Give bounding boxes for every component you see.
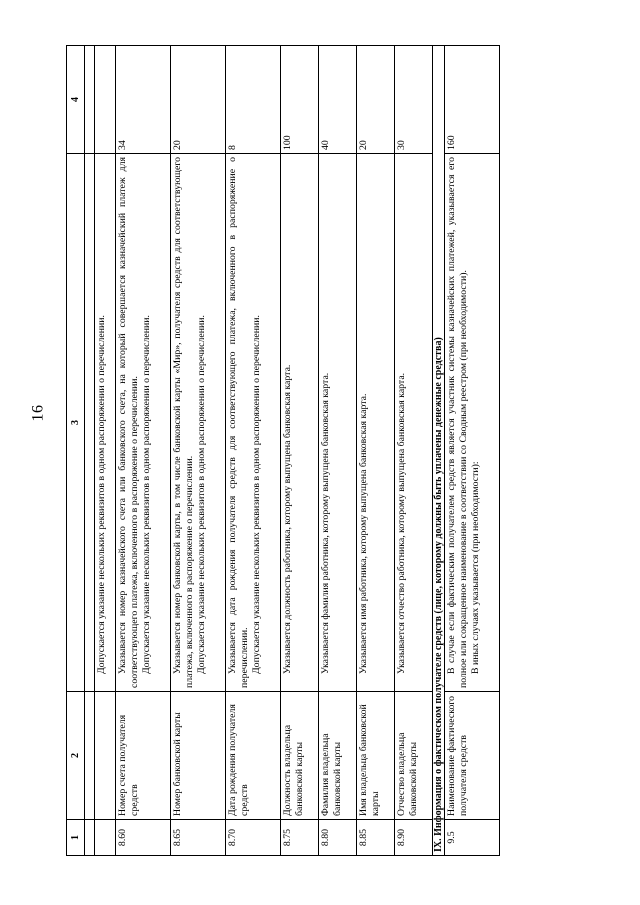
requisite-number bbox=[95, 820, 116, 856]
section-heading-row bbox=[433, 46, 445, 856]
requisite-name bbox=[95, 692, 116, 820]
requisite-length: 20 bbox=[171, 46, 226, 154]
requisites-table bbox=[66, 45, 500, 856]
table-row bbox=[357, 46, 395, 856]
requisite-description bbox=[116, 154, 171, 692]
requisite-name: Наименование фактического получателя средств bbox=[445, 692, 500, 820]
requisite-length: 40 bbox=[319, 46, 357, 154]
requisite-length: 34 bbox=[116, 46, 171, 154]
requisite-number: 8.80 bbox=[319, 820, 357, 856]
column-header-1: 1 bbox=[67, 820, 85, 856]
description-paragraph: Указывается имя работника, которому выпущена банковская карта. bbox=[358, 393, 369, 674]
document-page bbox=[66, 46, 500, 856]
requisite-description bbox=[357, 154, 395, 692]
description-paragraph: Допускается указание нескольких реквизитов в одном распоряжении о перечислении. bbox=[141, 315, 153, 674]
description-paragraph: Допускается указание нескольких реквизитов в одном распоряжении о перечислении. bbox=[250, 315, 262, 674]
description-paragraph: В иных случаях указывается (при необходимости): bbox=[469, 461, 481, 674]
requisite-number: 8.75 bbox=[281, 820, 319, 856]
table-spacer-row bbox=[85, 46, 95, 856]
requisite-description bbox=[445, 154, 500, 692]
table-header-row bbox=[67, 46, 85, 856]
requisite-name: Дата рождения получателя средств bbox=[226, 692, 281, 820]
requisite-length bbox=[95, 46, 116, 154]
description-paragraph: Допускается указание нескольких реквизитов в одном распоряжении о перечислении. bbox=[196, 315, 208, 674]
description-paragraph: В случае если фактическим получателем средств является участник системы казначейских платежей, указывается его полное или сокращенное наименование в соответствии со Сводным реестром (при необходимости). bbox=[446, 157, 469, 688]
requisite-number: 9.5 bbox=[445, 820, 500, 856]
requisite-length: 30 bbox=[395, 46, 433, 154]
description-paragraph: Указывается номер казначейского счета или банковского счета, на который совершается казначейский платеж для соответствующего платежа, включенного в распоряжение о перечислении. bbox=[117, 157, 141, 688]
table-row bbox=[319, 46, 357, 856]
table-row bbox=[281, 46, 319, 856]
requisite-length: 100 bbox=[281, 46, 319, 154]
requisite-length: 160 bbox=[445, 46, 500, 154]
requisite-name: Должность владельца банковской карты bbox=[281, 692, 319, 820]
column-header-4: 4 bbox=[67, 46, 85, 154]
requisite-number: 8.65 bbox=[171, 820, 226, 856]
requisite-number: 8.60 bbox=[116, 820, 171, 856]
requisite-number: 8.70 bbox=[226, 820, 281, 856]
column-header-3: 3 bbox=[67, 154, 85, 692]
requisite-description bbox=[319, 154, 357, 692]
requisite-length: 20 bbox=[357, 46, 395, 154]
table-row bbox=[395, 46, 433, 856]
requisite-name: Отчество владельца банковской карты bbox=[395, 692, 433, 820]
description-paragraph: Указывается номер банковской карты, в том числе банковской карты «Мир», получателя средств для соответствующего платежа, включенного в распоряжение о перечислении. bbox=[172, 157, 196, 688]
description-paragraph: Указывается фамилия работника, которому выпущена банковская карта. bbox=[320, 372, 331, 674]
table-row bbox=[95, 46, 116, 856]
table-row bbox=[226, 46, 281, 856]
requisite-description bbox=[226, 154, 281, 692]
requisite-name: Номер счета получателя средств bbox=[116, 692, 171, 820]
table-row bbox=[445, 46, 500, 856]
requisite-name: Номер банковской карты bbox=[171, 692, 226, 820]
requisite-number: 8.85 bbox=[357, 820, 395, 856]
requisite-length: 8 bbox=[226, 46, 281, 154]
table-row bbox=[116, 46, 171, 856]
description-paragraph: Допускается указание нескольких реквизитов в одном распоряжении о перечислении. bbox=[96, 315, 108, 674]
description-paragraph: Указывается отчество работника, которому выпущена банковская карта. bbox=[396, 372, 407, 674]
requisite-number: 8.90 bbox=[395, 820, 433, 856]
description-paragraph: Указывается дата рождения получателя средств для соответствующего платежа, включенного в распоряжение о перечислении. bbox=[227, 157, 251, 688]
requisite-name: Фамилия владельца банковской карты bbox=[319, 692, 357, 820]
page-number: 16 bbox=[29, 404, 47, 422]
requisite-description bbox=[171, 154, 226, 692]
requisite-description bbox=[95, 154, 116, 692]
table-row bbox=[171, 46, 226, 856]
requisite-description bbox=[395, 154, 433, 692]
requisite-name: Имя владельца банковской карты bbox=[357, 692, 395, 820]
description-paragraph: Указывается должность работника, которому выпущена банковская карта. bbox=[282, 364, 293, 674]
section-heading: IX. Информация о фактическом получателе средств (лице, которому должны быть уплачены денежные средства) bbox=[433, 46, 445, 856]
column-header-2: 2 bbox=[67, 692, 85, 820]
requisite-description bbox=[281, 154, 319, 692]
